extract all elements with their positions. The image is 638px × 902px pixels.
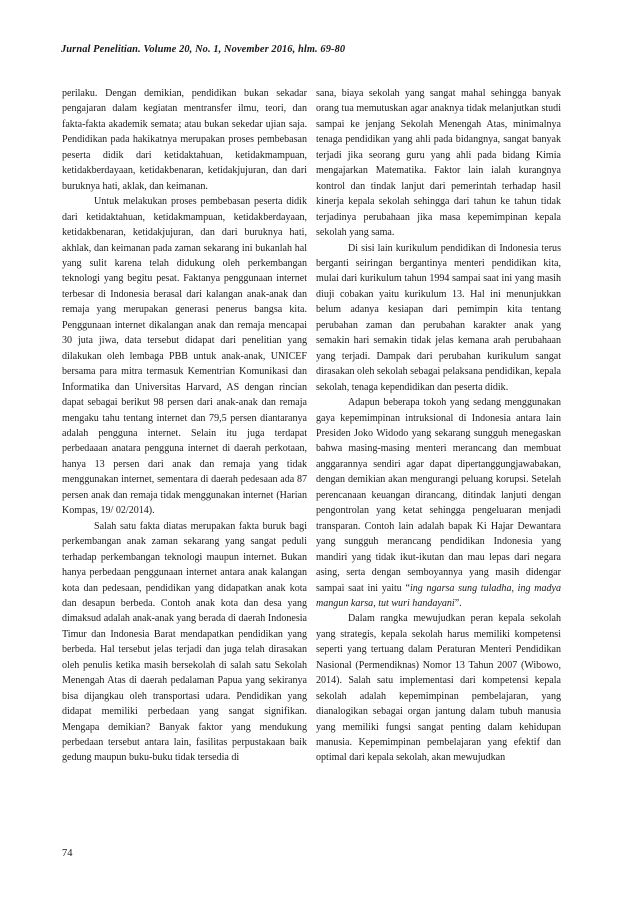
paragraph: Dalam rangka mewujudkan peran kepala sekolah yang strategis, kepala sekolah harus memiliki kompetensi seperti yang tertuang dalam Peraturan Menteri Pendidikan Nasional (Permendiknas) Nomor 13 Tahun 2007 (Wibowo, 2014). Salah satu implementasi dari kompetensi kepala sekolah adalah kepemimpinan pembelajaran, yang dianalogikan sebagai organ jantung dalam tubuh manusia yang memiliki fungsi sangat penting dalam kehidupan manusia. Kepemimpinan pembelajaran yang efektif dan optimal dari kepala sekolah, akan mewujudkan (316, 613, 561, 764)
left-column (62, 86, 307, 766)
paragraph: perilaku. Dengan demikian, pendidikan bukan sekadar pengajaran dalam kegiatan mentransfer ilmu, teori, dan fakta-fakta akademik semata; atau bukan sekedar ujian saja. Pendidikan pada hakikatnya merupakan proses pembebasan peserta didik dari ketidaktahuan, ketidakmampuan, ketidakberdayaan, ketidakbenaran, ketidakjujuran, dan dari buruknya hati, aklak, dan keimanan. (62, 88, 307, 192)
paragraph: Di sisi lain kurikulum pendidikan di Indonesia terus berganti seiringan bergantinya menteri pendidikan kita, mulai dari kurikulum tahun 1994 sampai saat ini yang masih diuji cobakan yaitu kurikulum 13. Hal ini menunjukkan belum adanya kesiapan dari pemimpin kita tentang perubahan zaman dan perubahan karakter anak yang semakin hari semakin tidak jelas kemana arah perubahaan yang terjadi. Dampak dari perubahan kurikulum sangat dirasakan oleh sekolah sebagai pelaksana pendidikan, kepala sekolah, tenaga kependidikan dan peserta didik. (316, 242, 561, 393)
paragraph: Salah satu fakta diatas merupakan fakta buruk bagi perkembangan anak zaman sekarang yang sangat peduli terhadap perkembangan teknologi maupun internet. Bukan hanya perbedaan penggunaan internet antara anak kalangan kota dan pedesaan, pendidikan yang didapatkan anak kota dan desapun berbeda. Contoh anak kota dan desa yang dimaksud adalah anak-anak yang berada di daerah Indonesia Timur dan Indonesia Barat mendapatkan pendidikan yang berbeda. Hal tersebut jelas terjadi dan juga telah dirasakan oleh penulis ketika masih bersekolah di salah satu Sekolah Menengah Atas di daerah pedalaman Papua yang sekiranya bisa dijangkau oleh transportasi udara. Pendidikan yang didapat memiliki perbedaan yang sangat signifikan. Mengapa demikian? Banyak faktor yang mendukung perbedaan tersebut antara lain, fasilitas perpustakaan baik gedung maupun buku-buku tidak tersedia di (62, 520, 307, 764)
motto-quote: ing ngarsa sung tuladha, ing madya mangun karsa, tut wuri handayani (316, 582, 561, 609)
journal-name: Jurnal Penelitian. (61, 44, 141, 55)
motto-close: ”. (454, 597, 462, 609)
paragraph: Untuk melakukan proses pembebasan peserta didik dari ketidaktahuan, ketidakmampuan, ketidakberdayaan, ketidakbenaran, ketidakjujuran, dan dari buruknya hati, akhlak, dan keimanan pada zaman sekarang ini bukanlah hal yang sulit karena telah didukung oleh perkembangan teknologi yang begitu pesat. Faktanya penggunaan internet terbesar di Indonesia berasal dari kalangan anak-anak dan remaja yang merupakan generasi penerus bangsa kita. Penggunaan internet dikalangan anak dan remaja mencapai 30 juta jiwa, data tersebut didapat dari penelitian yang dilakukan oleh lembaga PBB untuk anak-anak, UNICEF bersama para mitra termasuk Kementrian Komunikasi dan Informatika dan Universitas Harvard, AS dengan rincian dapat sebagai berikut 98 persen dari anak-anak dan remaja mengaku tahu tentang internet dan 79,5 persen diantaranya adalah pengguna internet. Selain itu juga terdapat perbedaaan anatara pengguna internet di daerah perkotaan, hanya 13 persen dari anak dan remaja yang tidak menggunakan internet, sementara di daerah pedesaan ada 87 persen anak dan remaja tidak menggunakan internet (Harian Kompas, 19/ 02/2014). (62, 196, 307, 517)
paragraph: sana, biaya sekolah yang sangat mahal sehingga banyak orang tua memutuskan agar anaknya tidak melanjutkan studi sampai ke jenjang Sekolah Menengah Atas, minimalnya tenaga pendidikan yang ahli pada bidangnya, sangat banyak terjadi jika seorang guru yang ahli pada bidang Kimia mengajarkan Matematika. Faktor lain ialah kurangnya kontrol dan tindak lanjut dari pemerintah terhadap hasil kinerja kepala sekolah sehingga dari tahun ke tahun tidak terjadinya perubahaan jika masa kepemimpinan kepala sekolah yang sama. (316, 88, 561, 239)
running-header (61, 44, 581, 55)
volume-info: Volume 20, No. 1, November 2016, hlm. 69-80 (143, 44, 346, 55)
paragraph-with-motto (316, 395, 561, 611)
right-column (316, 86, 561, 766)
paragraph-text: Adapun beberapa tokoh yang sedang menggunakan gaya kepemimpinan intruksional di Indonesia antara lain Presiden Joko Widodo yang sekarang sungguh menegaskan bahwa masing-masing menteri merancang dan membuat anggarannya sendiri agar dapat dipertanggungjawabakan, dengan demikian akan mengurangi peluang korupsi. Setelah perencanaan keuangan dirancang, ditindak lanjuti dengan pengontrolan yang ketat sehingga pengeluaran menjadi transparan. Contoh lain adalah bapak Ki Hajar Dewantara yang sungguh merancang pendidikan Indonesia yang mandiri yang tidak ikut-ikutan dan mau lepas dari negara asing, serta dengan semboyannya yang masih didengar sampai saat ini yaitu “ (316, 397, 561, 594)
page-number: 74 (62, 848, 73, 859)
